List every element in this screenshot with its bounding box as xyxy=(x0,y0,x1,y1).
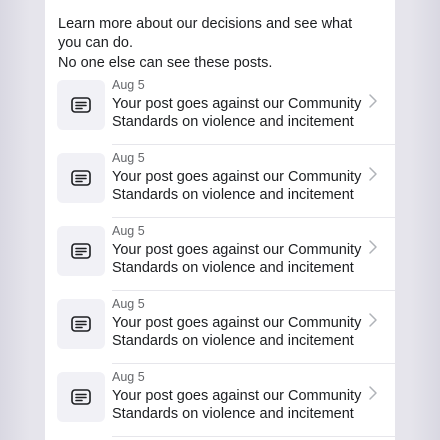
list-item[interactable] xyxy=(57,291,395,364)
item-date: Aug 5 xyxy=(112,151,145,165)
item-date: Aug 5 xyxy=(112,370,145,384)
chevron-right-icon xyxy=(363,383,383,403)
list-item[interactable] xyxy=(57,72,395,145)
item-date: Aug 5 xyxy=(112,78,145,92)
document-icon xyxy=(71,316,91,332)
item-icon-box xyxy=(57,299,105,349)
document-icon xyxy=(71,243,91,259)
document-icon xyxy=(71,97,91,113)
decision-list xyxy=(57,72,395,437)
item-text: Your post goes against our Community Standards on violence and incitement xyxy=(112,315,362,349)
chevron-right-icon xyxy=(363,91,383,111)
decisions-card xyxy=(45,0,395,440)
list-item[interactable] xyxy=(57,364,395,437)
chevron-right-icon xyxy=(363,310,383,330)
item-text: Your post goes against our Community Standards on violence and incitement xyxy=(112,388,362,422)
item-icon-box xyxy=(57,226,105,276)
item-text: Your post goes against our Community Standards on violence and incitement xyxy=(112,96,362,130)
item-text: Your post goes against our Community Standards on violence and incitement xyxy=(112,169,362,203)
chevron-right-icon xyxy=(363,164,383,184)
privacy-note: No one else can see these posts. xyxy=(58,55,273,71)
item-icon-box xyxy=(57,80,105,130)
item-text: Your post goes against our Community Standards on violence and incitement xyxy=(112,242,362,276)
item-icon-box xyxy=(57,153,105,203)
chevron-right-icon xyxy=(363,237,383,257)
intro-text: Learn more about our decisions and see what you can do. xyxy=(58,16,353,51)
divider xyxy=(112,436,395,437)
item-date: Aug 5 xyxy=(112,297,145,311)
document-icon xyxy=(71,170,91,186)
item-date: Aug 5 xyxy=(112,224,145,238)
list-item[interactable] xyxy=(57,218,395,291)
list-item[interactable] xyxy=(57,145,395,218)
document-icon xyxy=(71,389,91,405)
item-icon-box xyxy=(57,372,105,422)
